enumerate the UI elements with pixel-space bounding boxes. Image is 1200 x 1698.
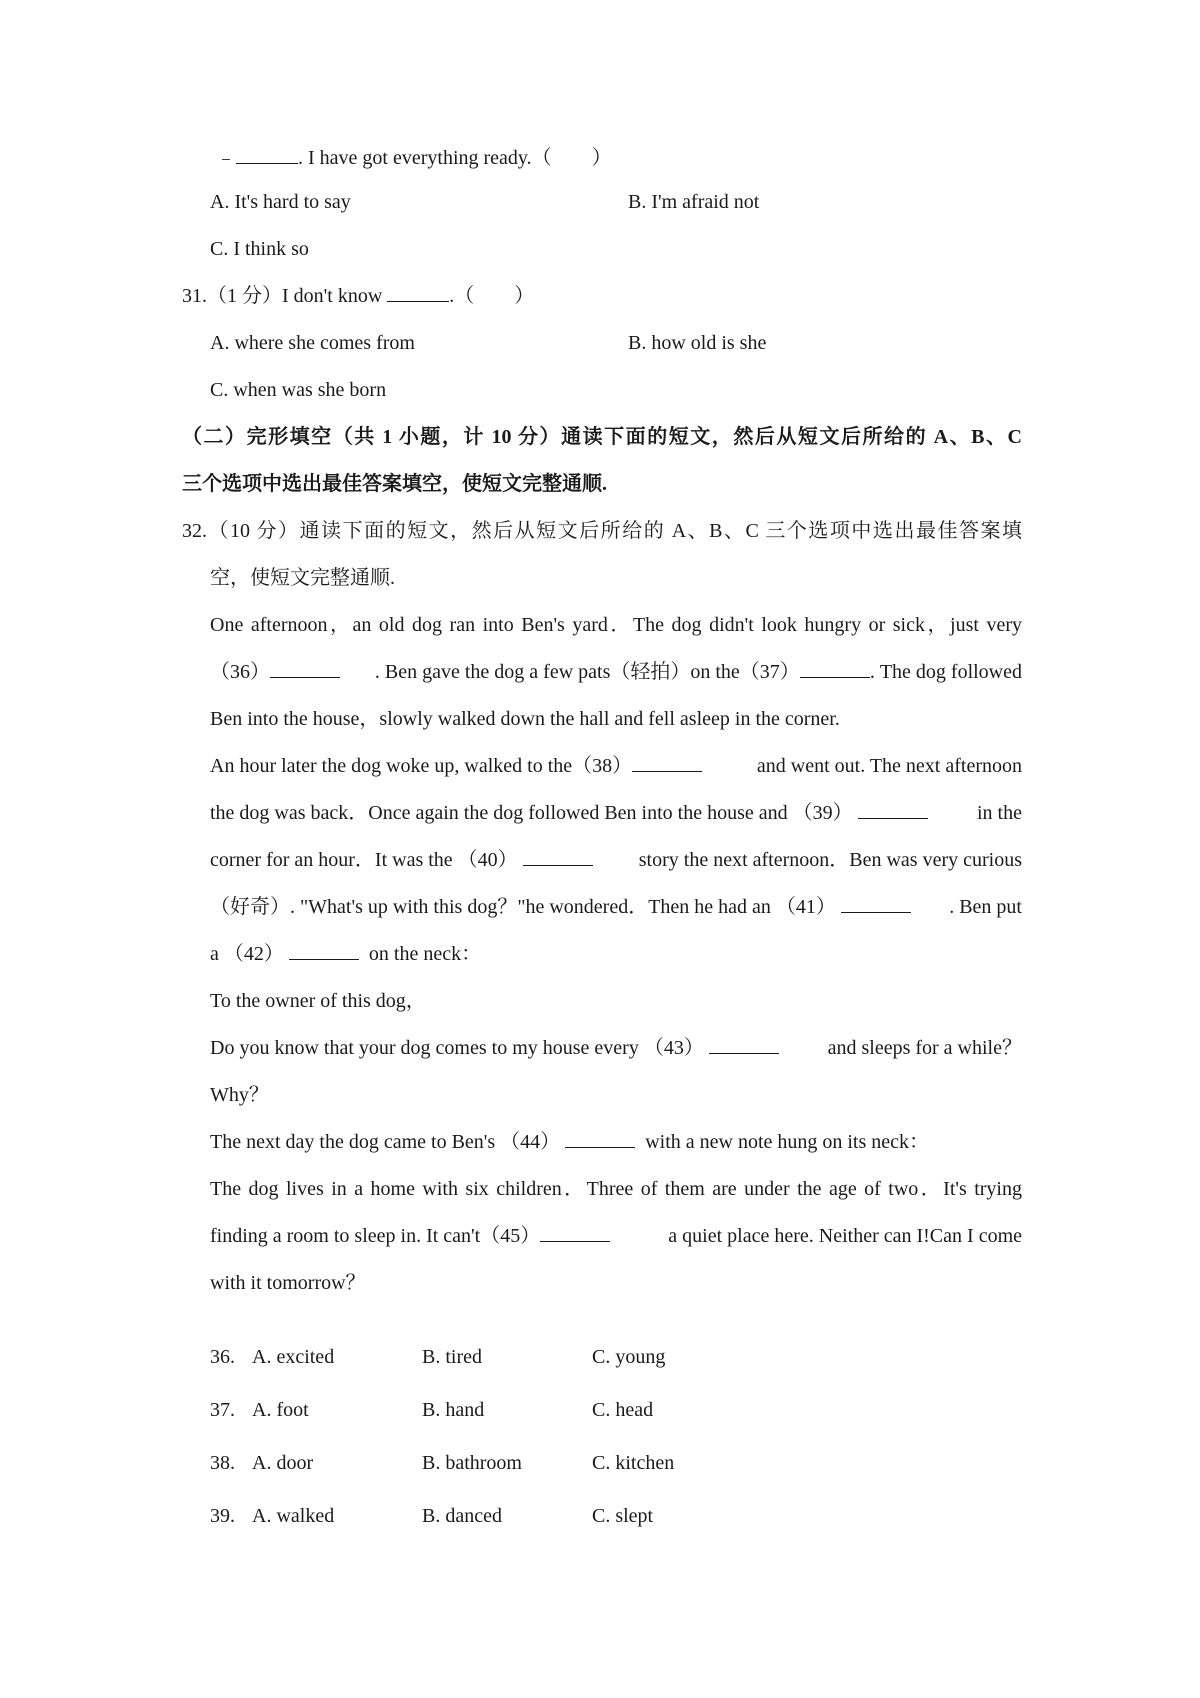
answer-option-a[interactable]: A. walked (252, 1505, 335, 1527)
q31-stem-suffix: .（ ） (449, 285, 535, 307)
answer-blank-43[interactable] (709, 1035, 779, 1054)
answer-option-a[interactable]: A. door (252, 1452, 314, 1474)
passage-text: in the (977, 802, 1022, 824)
passage-segment (210, 894, 911, 920)
passage-text: The next day the dog came to Ben's （44） (210, 1131, 561, 1153)
answer-option-a[interactable]: A. foot (252, 1399, 309, 1421)
passage-line (210, 1129, 929, 1155)
passage-text: . Ben gave the dog a few pats（轻拍）on the（37） (374, 661, 800, 683)
passage-segment (210, 659, 340, 685)
passage-text: story the next afternoon．Ben was very curious (638, 849, 1022, 871)
passage-text: . The dog followed (869, 661, 1022, 683)
answer-blank-45[interactable] (540, 1223, 610, 1242)
answer-option-b[interactable]: B. bathroom (422, 1452, 522, 1474)
option-letter: A. (210, 332, 230, 354)
answer-blank-38[interactable] (632, 753, 702, 772)
passage-line (210, 894, 1022, 920)
passage-text: corner for an hour．It was the （40） (210, 849, 518, 871)
answer-blank-40[interactable] (523, 847, 593, 866)
option-text: I'm afraid not (651, 191, 760, 213)
passage-line (210, 612, 1022, 638)
passage-line: with it tomorrow？ (210, 1272, 366, 1294)
passage-line (210, 800, 1022, 826)
passage-text: Do you know that your dog comes to my house every （43） (210, 1037, 704, 1059)
q30-stem-prefix: ﹣ (216, 147, 236, 169)
q30-stem-suffix: . I have got everything ready.（ ） (298, 147, 612, 169)
option-text: It's hard to say (234, 191, 351, 213)
passage-line (210, 941, 481, 967)
passage-line (210, 847, 1022, 873)
q30-option-c[interactable] (210, 236, 309, 262)
option-letter: B. (628, 332, 647, 354)
answer-option-c[interactable]: C. head (592, 1399, 654, 1421)
question-number: 37. (210, 1399, 235, 1421)
passage-text: and went out. The next afternoon (756, 755, 1022, 777)
q32-stem-text: 32.（10 分）通读下面的短文，然后从短文后所给的 A、B、C 三个选项中选出最佳答案填 (182, 520, 1022, 542)
q30-option-a[interactable] (210, 189, 351, 215)
q31-stem-prefix: 31.（1 分）I don't know (182, 285, 383, 307)
q32-stem-line1 (182, 518, 1022, 544)
section-heading-line1 (182, 424, 1022, 450)
q32-stem-line2: 空，使短文完整通顺. (210, 567, 395, 589)
option-letter: C. (210, 379, 229, 401)
section-heading-line2: 三个选项中选出最佳答案填空，使短文完整通顺. (182, 473, 607, 495)
answer-blank-41[interactable] (841, 894, 911, 913)
question-number: 36. (210, 1346, 235, 1368)
section-heading-text: （二）完形填空（共 1 小题，计 10 分）通读下面的短文，然后从短文后所给的 A、B、C (182, 426, 1022, 448)
passage-text: finding a room to sleep in. It can't（45） (210, 1225, 541, 1247)
q31-stem (182, 283, 534, 309)
answer-option-b[interactable]: B. hand (422, 1399, 485, 1421)
passage-text: and sleeps for a while？ (827, 1037, 1022, 1059)
passage-segment (210, 800, 928, 826)
passage-line: Why？ (210, 1084, 269, 1106)
answer-blank[interactable] (387, 283, 449, 302)
answer-blank-36[interactable] (270, 659, 340, 678)
passage-line: Ben into the house，slowly walked down the hall and fell asleep in the corner. (210, 708, 840, 730)
passage-line (210, 659, 1022, 685)
option-letter: B. (628, 191, 647, 213)
answer-option-c[interactable]: C. kitchen (592, 1452, 675, 1474)
passage-text: The dog lives in a home with six children．Three of them are under the age of two．It's trying (210, 1178, 1022, 1200)
option-letter: A. (210, 191, 230, 213)
answer-option-c[interactable]: C. young (592, 1346, 666, 1368)
option-text: where she comes from (234, 332, 415, 354)
answer-blank-42[interactable] (289, 941, 359, 960)
answer-blank-37[interactable] (800, 659, 870, 678)
option-text: when was she born (233, 379, 387, 401)
passage-text: . Ben put (949, 896, 1022, 918)
q31-option-c[interactable] (210, 377, 386, 403)
option-text: I think so (233, 238, 309, 260)
passage-line (210, 1035, 1022, 1061)
answer-option-b[interactable]: B. tired (422, 1346, 482, 1368)
question-number: 39. (210, 1505, 235, 1527)
passage-text: An hour later the dog woke up, walked to the（38） (210, 755, 633, 777)
blank-number: （36） (210, 661, 270, 683)
passage-text: on the neck： (368, 943, 482, 965)
q30-option-b[interactable] (628, 189, 759, 215)
passage-line (210, 1223, 1022, 1249)
answer-blank[interactable] (236, 145, 298, 164)
passage-line: To the owner of this dog， (210, 990, 426, 1012)
passage-text: One afternoon，an old dog ran into Ben's yard．The dog didn't look hungry or sick，just very (210, 614, 1022, 636)
passage-text: with a new note hung on its neck： (645, 1131, 930, 1153)
q31-option-b[interactable] (628, 330, 766, 356)
passage-segment (375, 659, 1022, 685)
option-text: how old is she (651, 332, 767, 354)
q30-stem (216, 145, 612, 171)
passage-segment (210, 753, 702, 779)
passage-text: a quiet place here. Neither can I!Can I come (668, 1225, 1022, 1247)
answer-blank-44[interactable] (565, 1129, 635, 1148)
passage-segment (210, 1035, 779, 1061)
option-letter: C. (210, 238, 229, 260)
passage-segment (210, 847, 593, 873)
q31-option-a[interactable] (210, 330, 415, 356)
passage-text: a （42） (210, 943, 284, 965)
passage-text: the dog was back．Once again the dog followed Ben into the house and （39） (210, 802, 853, 824)
question-number: 38. (210, 1452, 235, 1474)
passage-line (210, 1176, 1022, 1202)
passage-line (210, 753, 1022, 779)
answer-blank-39[interactable] (858, 800, 928, 819)
answer-option-b[interactable]: B. danced (422, 1505, 502, 1527)
answer-option-a[interactable]: A. excited (252, 1346, 335, 1368)
passage-segment (210, 1223, 610, 1249)
answer-option-c[interactable]: C. slept (592, 1505, 654, 1527)
passage-text: （好奇）. "What's up with this dog？"he wondered．Then he had an （41） (210, 896, 836, 918)
